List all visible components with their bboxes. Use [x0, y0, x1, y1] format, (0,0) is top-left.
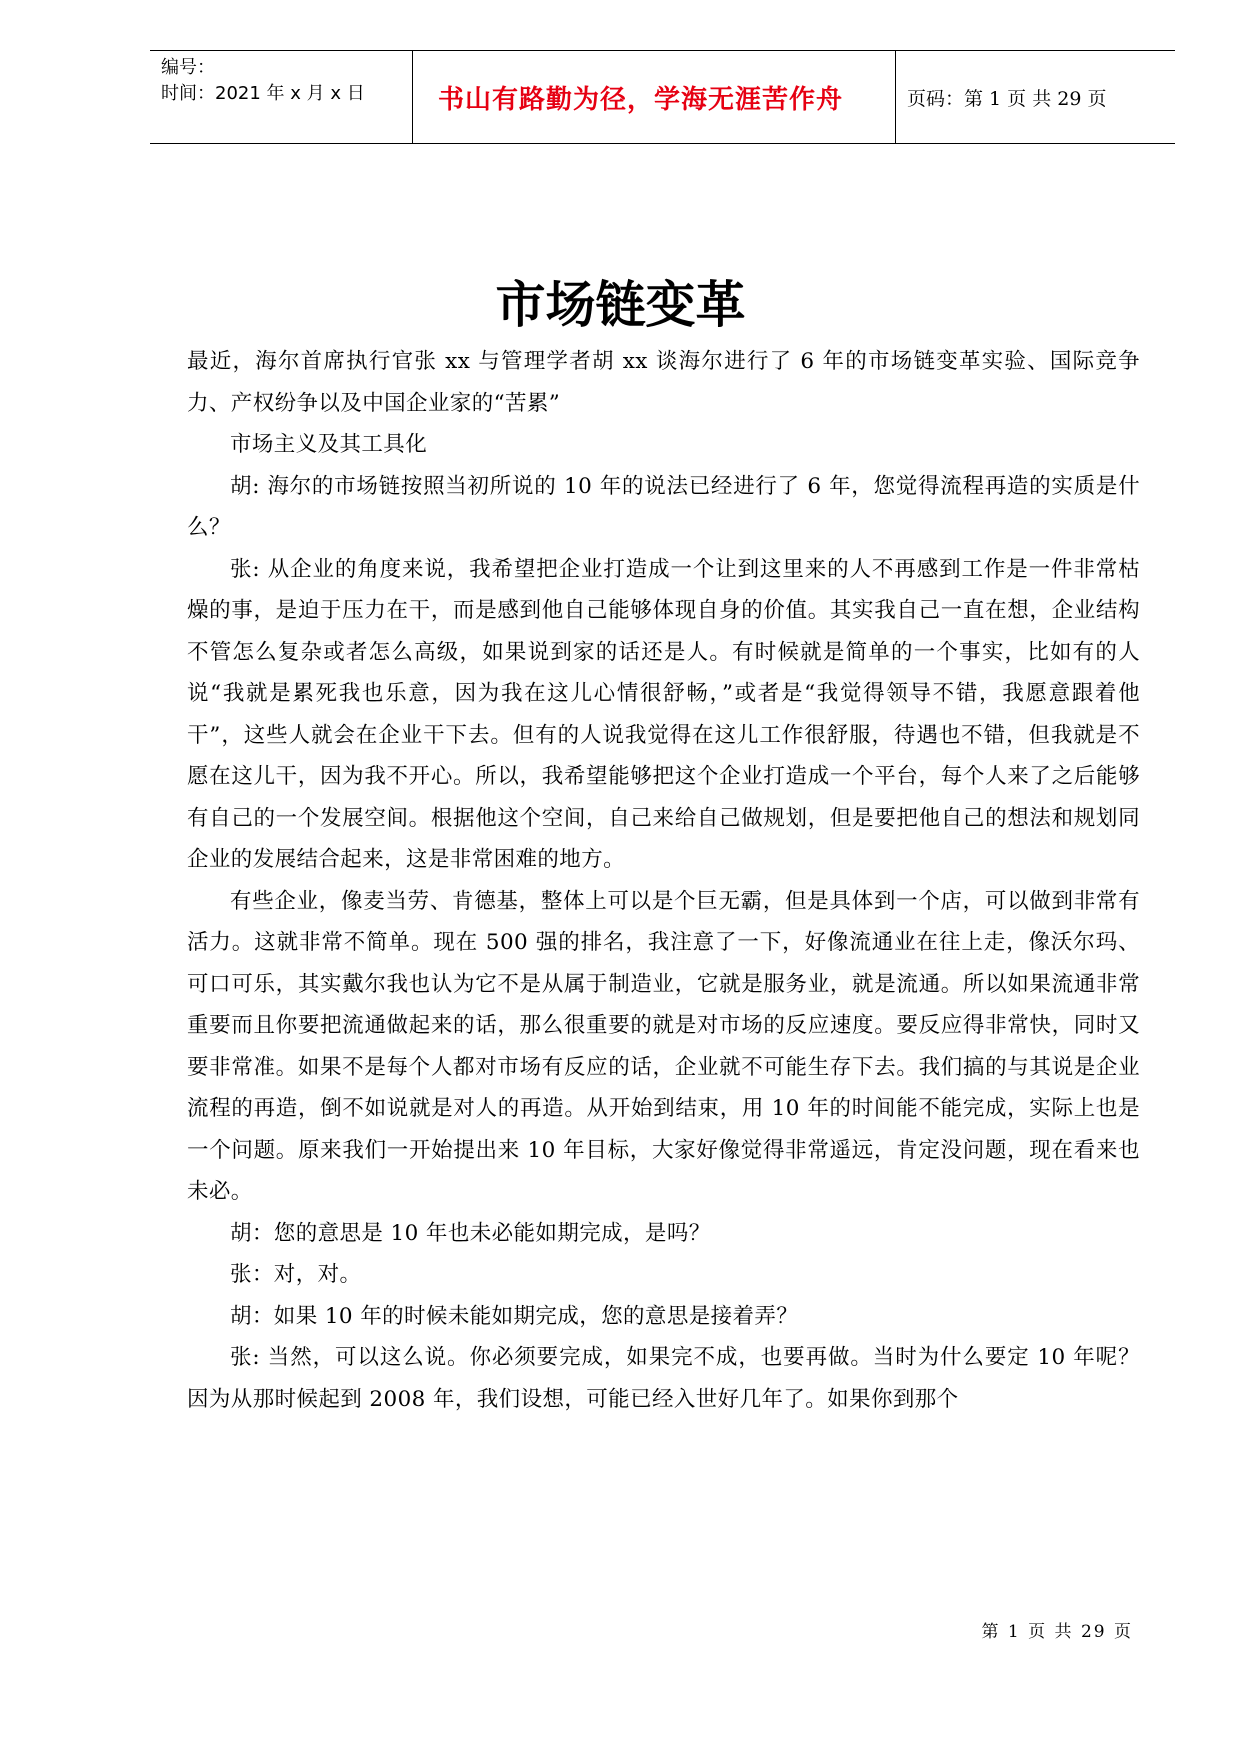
document-body [187, 341, 1140, 1420]
document-time-label: 时间：2021 年 x 月 x 日 [161, 83, 365, 104]
paragraph: 张: 当然，可以这么说。你必须要完成，如果完不成，也要再做。当时为什么要定 10 年呢？因为从那时候起到 2008 年，我们设想，可能已经入世好几年了。如果你到那个 [187, 1345, 1140, 1412]
page-footer: 第 1 页 共 29 页 [981, 1622, 1133, 1642]
page-code: 页码：第 1 页 共 29 页 [907, 87, 1107, 110]
paragraph: 有些企业，像麦当劳、肯德基，整体上可以是个巨无霸，但是具体到一个店，可以做到非常有活力。这就非常不简单。现在 500 强的排名，我注意了一下，好像流通业在往上走，像沃尔玛、可口可乐，其实戴尔我也认为它不是从属于制造业，它就是服务业，就是流通。所以如果流通非常重要而且你要把流通做起来的话，那么很重要的就是对市场的反应速度。要反应得非常快，同时又要非常准。如果不是每个人都对市场有反应的话，企业就不可能生存下去。我们搞的与其说是企业流程的再造，倒不如说就是对人的再造。从开始到结束，用 10 年的时间能不能完成，实际上也是一个问题。原来我们一开始提出来 10 年目标，大家好像觉得非常遥远，肯定没问题，现在看来也未必。 [187, 888, 1140, 1204]
paragraph: 张: 从企业的角度来说，我希望把企业打造成一个让到这里来的人不再感到工作是一件非常枯燥的事，是迫于压力在干，而是感到他自己能够体现自身的价值。其实我自己一直在想，企业结构不管怎么复杂或者怎么高级，如果说到家的话还是人。有时候就是简单的一个事实，比如有的人说“我就是累死我也乐意，因为我在这儿心情很舒畅，”或者是“我觉得领导不错，我愿意跟着他干”，这些人就会在企业干下去。但有的人说我觉得在这儿工作很舒服，待遇也不错，但我就是不愿在这儿干，因为我不开心。所以，我希望能够把这个企业打造成一个平台，每个人来了之后能够有自己的一个发展空间。根据他这个空间，自己来给自己做规划，但是要把他自己的想法和规划同企业的发展结合起来，这是非常困难的地方。 [187, 556, 1140, 872]
header-page-code-cell [896, 51, 1175, 143]
document-title: 市场链变革 [495, 276, 746, 334]
document-number-label: 编号： [161, 57, 215, 78]
paragraph: 胡：如果 10 年的时候未能如期完成，您的意思是接着弄？ [230, 1303, 799, 1329]
section-heading: 市场主义及其工具化 [230, 432, 428, 457]
page-header [150, 50, 1175, 144]
paragraph: 张：对，对。 [230, 1262, 362, 1287]
paragraph-intro: 最近，海尔首席执行官张 xx 与管理学者胡 xx 谈海尔进行了 6 年的市场链变革实验、国际竞争力、产权纷争以及中国企业家的“苦累” [187, 349, 1140, 416]
paragraph: 胡: 海尔的市场链按照当初所说的 10 年的说法已经进行了 6 年，您觉得流程再造的实质是什么？ [187, 473, 1140, 540]
header-meta [150, 51, 412, 143]
header-motto-cell [412, 51, 896, 143]
motto-text: 书山有路勤为径，学海无涯苦作舟 [438, 84, 844, 115]
paragraph: 胡：您的意思是 10 年也未必能如期完成，是吗？ [230, 1220, 711, 1246]
